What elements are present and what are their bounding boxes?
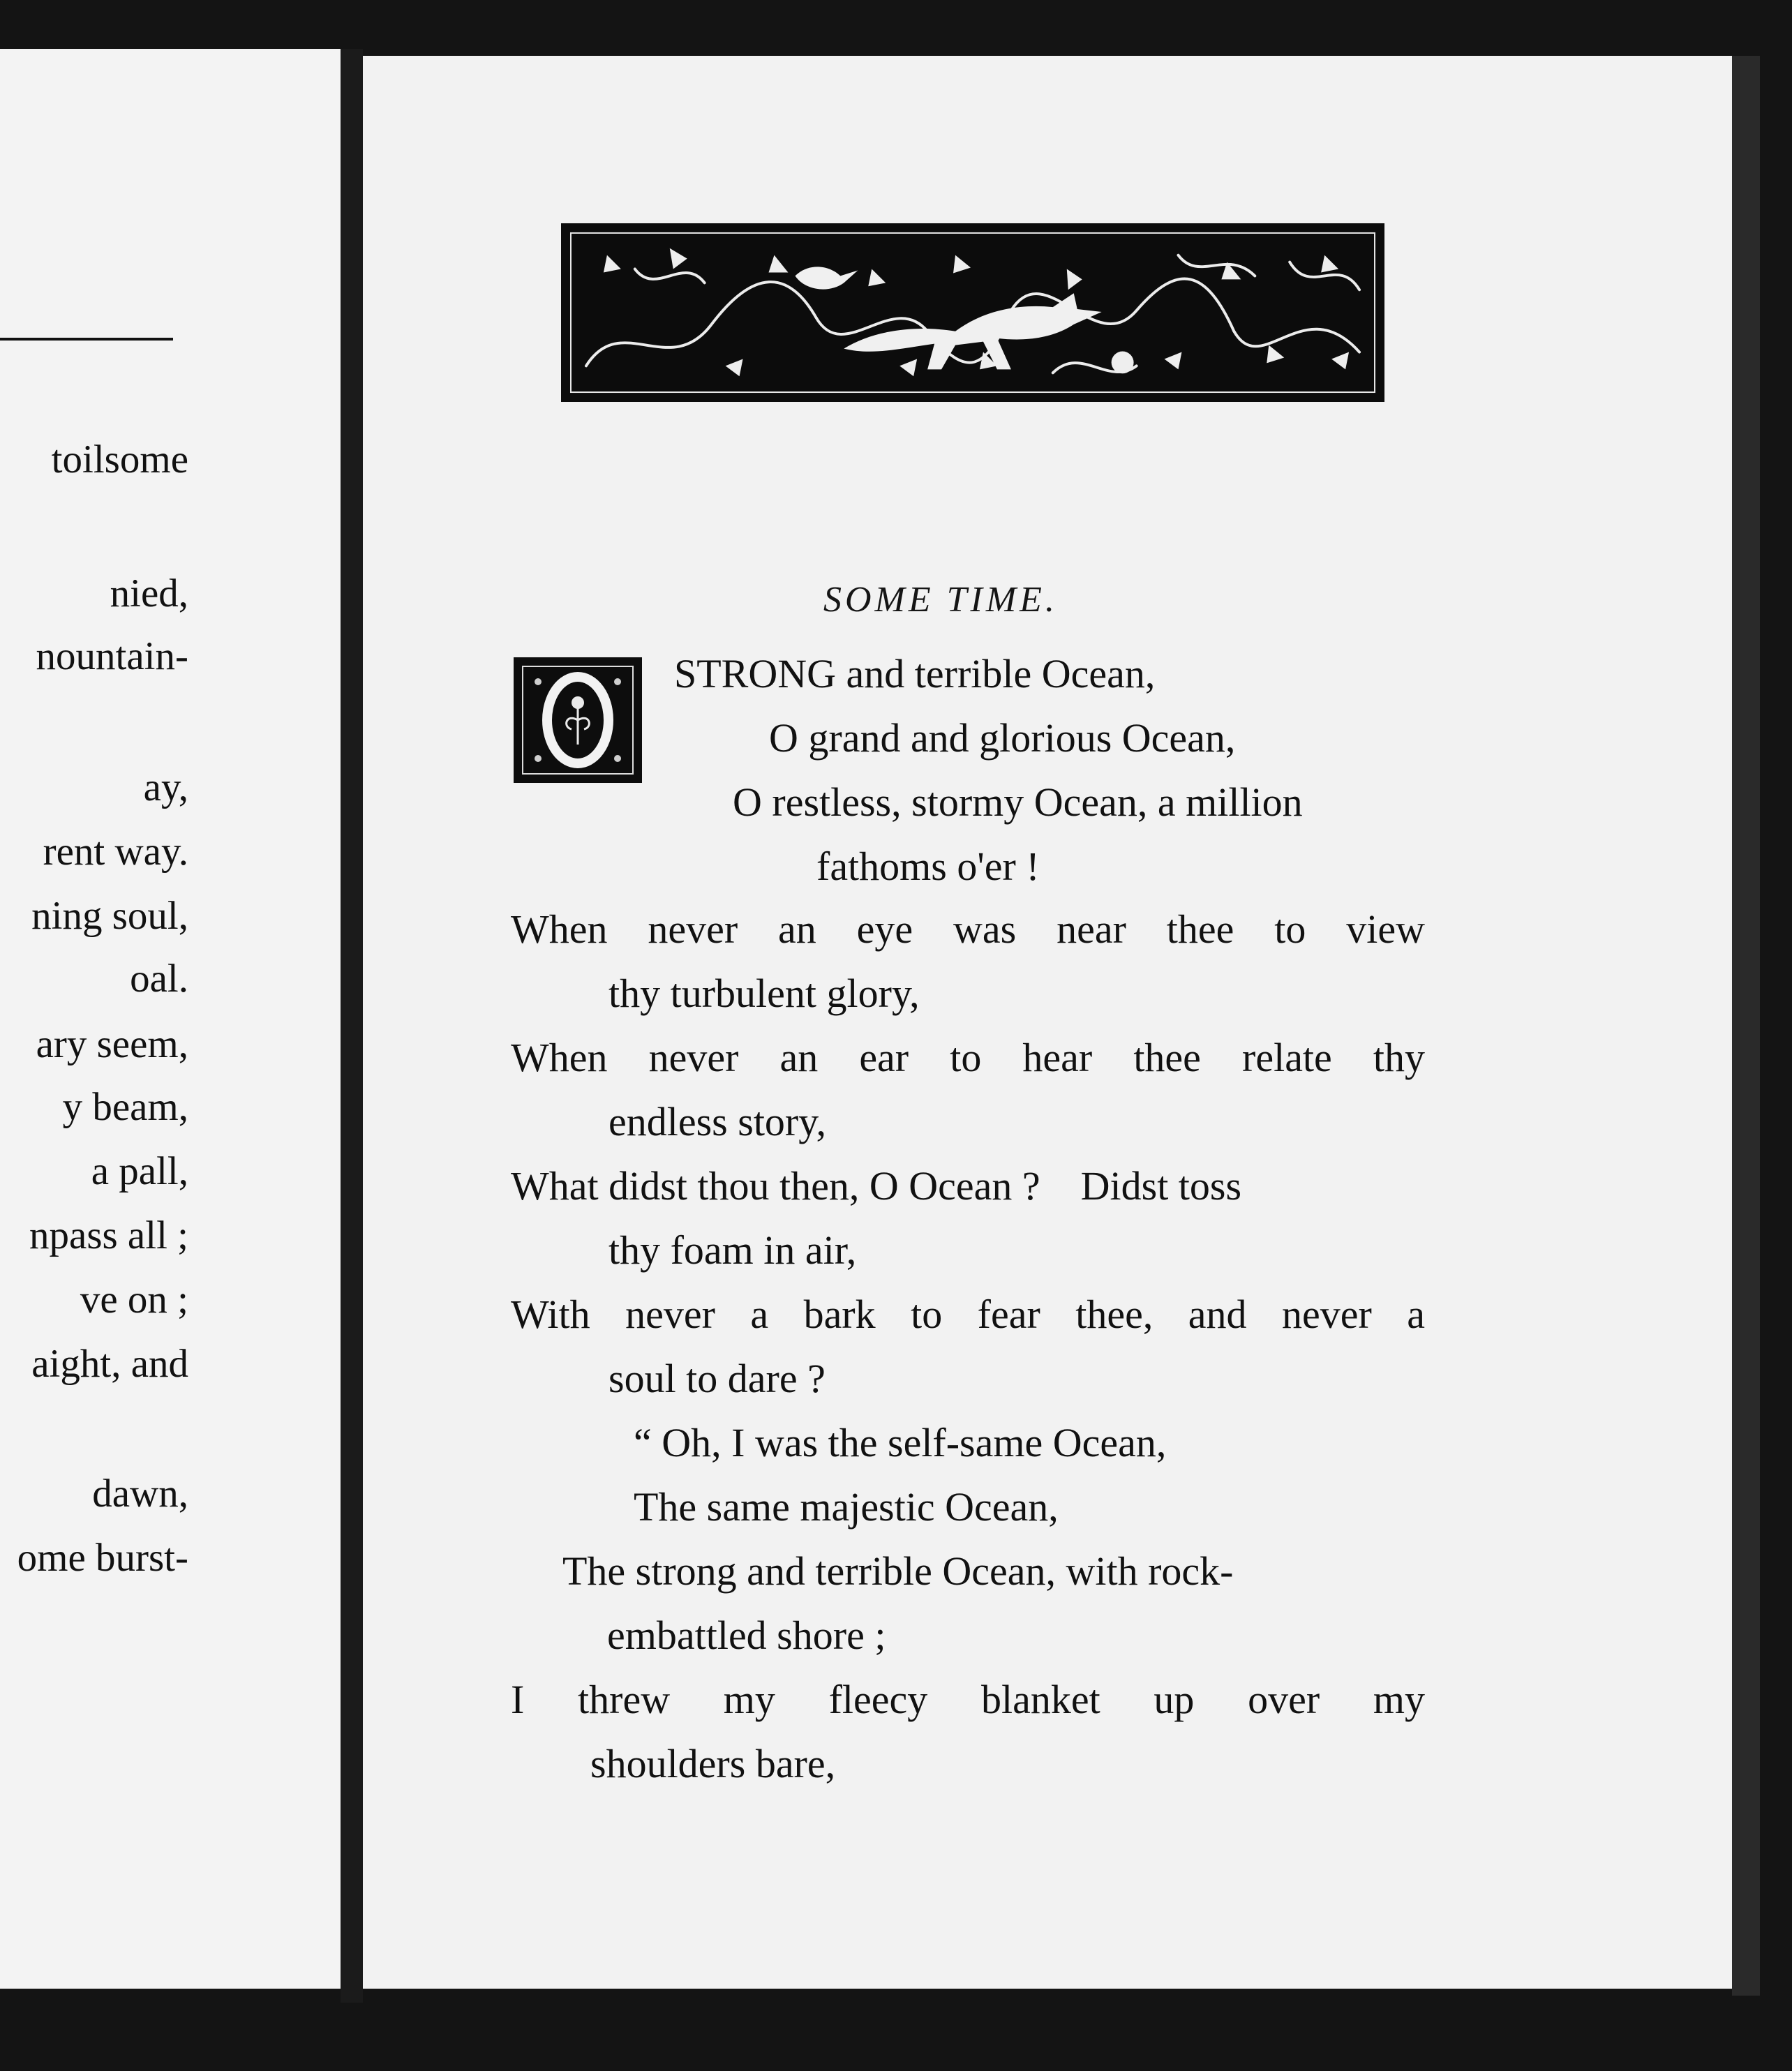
page-edge-shadow <box>1732 56 1760 1996</box>
poem-line: fathoms o'er ! <box>816 844 1040 889</box>
poem-line: The same majestic Ocean, <box>634 1484 1059 1530</box>
poem-line: O restless, stormy Ocean, a million <box>733 779 1303 825</box>
poem-line: “ Oh, I was the self-same Ocean, <box>634 1420 1167 1465</box>
poem-line: endless story, <box>608 1099 826 1144</box>
poem-line: With never a bark to fear thee, and never a <box>511 1292 1425 1337</box>
left-line: oal. <box>130 957 188 1001</box>
dropcap-o <box>514 657 642 783</box>
ornamental-headpiece <box>561 223 1384 402</box>
poem-line: thy turbulent glory, <box>608 971 920 1016</box>
left-page-fragment <box>0 49 341 1989</box>
poem-line: What didst thou then, O Ocean ? Didst toss <box>511 1163 1242 1209</box>
left-line: rent way. <box>43 830 188 874</box>
left-line: ve on ; <box>80 1278 188 1322</box>
poem-line: embattled shore ; <box>607 1613 886 1658</box>
poem-line: shoulders bare, <box>590 1741 836 1786</box>
poem-line: When never an ear to hear thee relate thy <box>511 1035 1425 1080</box>
left-line: ning soul, <box>31 894 188 938</box>
poem-line: thy foam in air, <box>608 1227 857 1273</box>
left-line: a pall, <box>91 1149 188 1193</box>
left-line: ary seem, <box>36 1022 188 1066</box>
floral-fox-ornament <box>565 227 1380 398</box>
left-line: toilsome <box>51 438 188 481</box>
left-line: ay, <box>143 765 188 809</box>
poem-line: soul to dare ? <box>608 1356 826 1401</box>
left-line: nied, <box>110 571 188 615</box>
left-line: dawn, <box>92 1472 188 1516</box>
poem-title: SOME TIME. <box>823 580 1058 620</box>
left-line: npass all ; <box>29 1213 188 1257</box>
poem-line: STRONG and terrible Ocean, <box>674 651 1156 696</box>
left-line: aight, and <box>31 1342 188 1386</box>
left-line: ome burst- <box>17 1536 188 1580</box>
poem-line: I threw my fleecy blanket up over my <box>511 1677 1425 1722</box>
left-line: y beam, <box>62 1085 188 1129</box>
book-gutter <box>341 49 363 2003</box>
poem-line: O grand and glorious Ocean, <box>769 715 1236 761</box>
left-page-text <box>0 49 188 1989</box>
dropcap-ornament <box>517 661 639 779</box>
left-line: nountain- <box>36 634 188 678</box>
poem-line: The strong and terrible Ocean, with rock- <box>562 1548 1234 1594</box>
right-page <box>363 56 1732 1989</box>
poem-line: When never an eye was near thee to view <box>511 906 1425 952</box>
